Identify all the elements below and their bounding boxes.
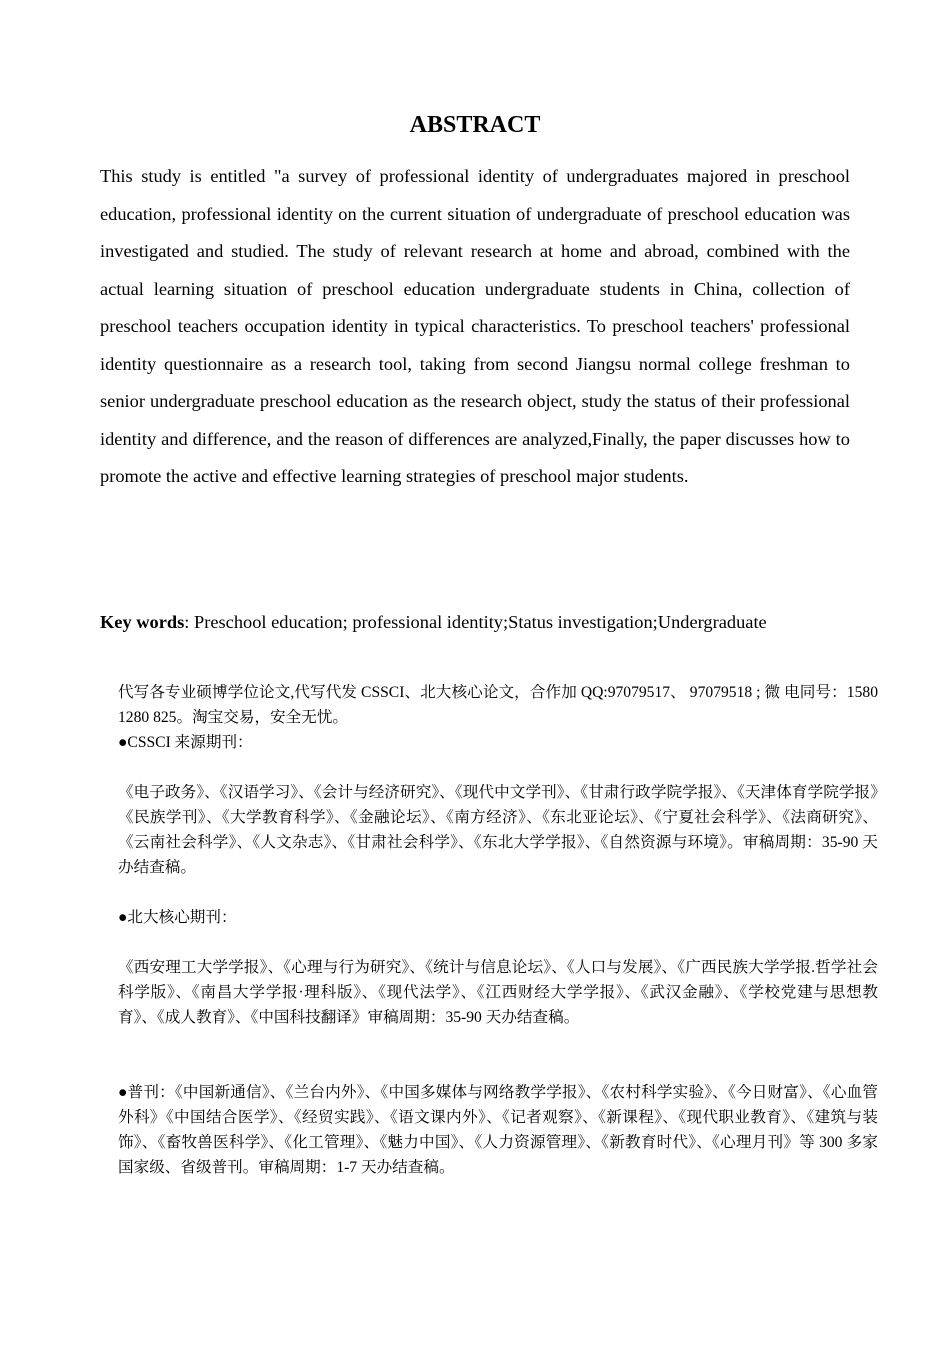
advert-pku-list: 《西安理工大学学报》、《心理与行为研究》、《统计与信息论坛》、《人口与发展》、《广西民族大学学报.哲学社会科学版》、《南昌大学学报·理科版》、《现代法学》、《江西财经大学学报》、《武汉金融》、《学校党建与思想教育》、《成人教育》、《中国科技翻译》审稿周期：35-90 天办结查稿。 [118,959,878,1026]
advert-general-list: ●普刊：《中国新通信》、《兰台内外》、《中国多媒体与网络教学学报》、《农村科学实验》、《今日财富》、《心血管外科》《中国结合医学》、《经贸实践》、《语文课内外》、《记者观察》、《新课程》、《现代职业教育》、《建筑与装饰》、《畜牧兽医科学》、《化工管理》、《魅力中国》、《人力资源管理》、《新教育时代》、《心理月刊》等 300 多家国家级、省级普刊。审稿周期：1-7 天办结查稿。 [118,1084,878,1176]
abstract-body: This study is entitled "a survey of professional identity of undergraduates majored in preschool education, professional identity on the current situation of undergraduate of preschool education was investigated and studied. The study of relevant research at home and abroad, combined with the actual learning situation of preschool education undergraduate students in China, collection of preschool teachers occupation identity in typical characteristics. To preschool teachers' professional identity questionnaire as a research tool, taking from second Jiangsu normal college freshman to senior undergraduate preschool education as the research object, study the status of their professional identity and difference, and the reason of differences are analyzed,Finally, the paper discusses how to promote the active and effective learning strategies of preschool major students. [100,166,850,486]
keywords-label: Key words [100,612,185,632]
advert-intro: 代写各专业硕博学位论文,代写代发 CSSCI、北大核心论文，合作加 QQ:97079517、 97079518 ; 微 电同号：1580 1280 825。淘宝交易，安全无忧。 [118,684,878,726]
keywords-line [100,608,860,636]
keywords-text: : Preschool education; professional identity;Status investigation;Undergraduate [184,612,767,632]
advert-cssci-heading: ●CSSCI 来源期刊： [118,734,253,751]
advert-pku-heading: ●北大核心期刊： [118,909,237,926]
abstract-title: ABSTRACT [409,112,541,138]
advert-cssci-list: 《电子政务》、《汉语学习》、《会计与经济研究》、《现代中文学刊》、《甘肃行政学院学报》、《天津体育学院学报》《民族学刊》、《大学教育科学》、《金融论坛》、《南方经济》、《东北亚论坛》、《宁夏社会科学》、《法商研究》、《云南社会科学》、《人文杂志》、《甘肃社会科学》、《东北大学学报》、《自然资源与环境》。审稿周期：35-90 天办结查稿。 [118,784,878,876]
